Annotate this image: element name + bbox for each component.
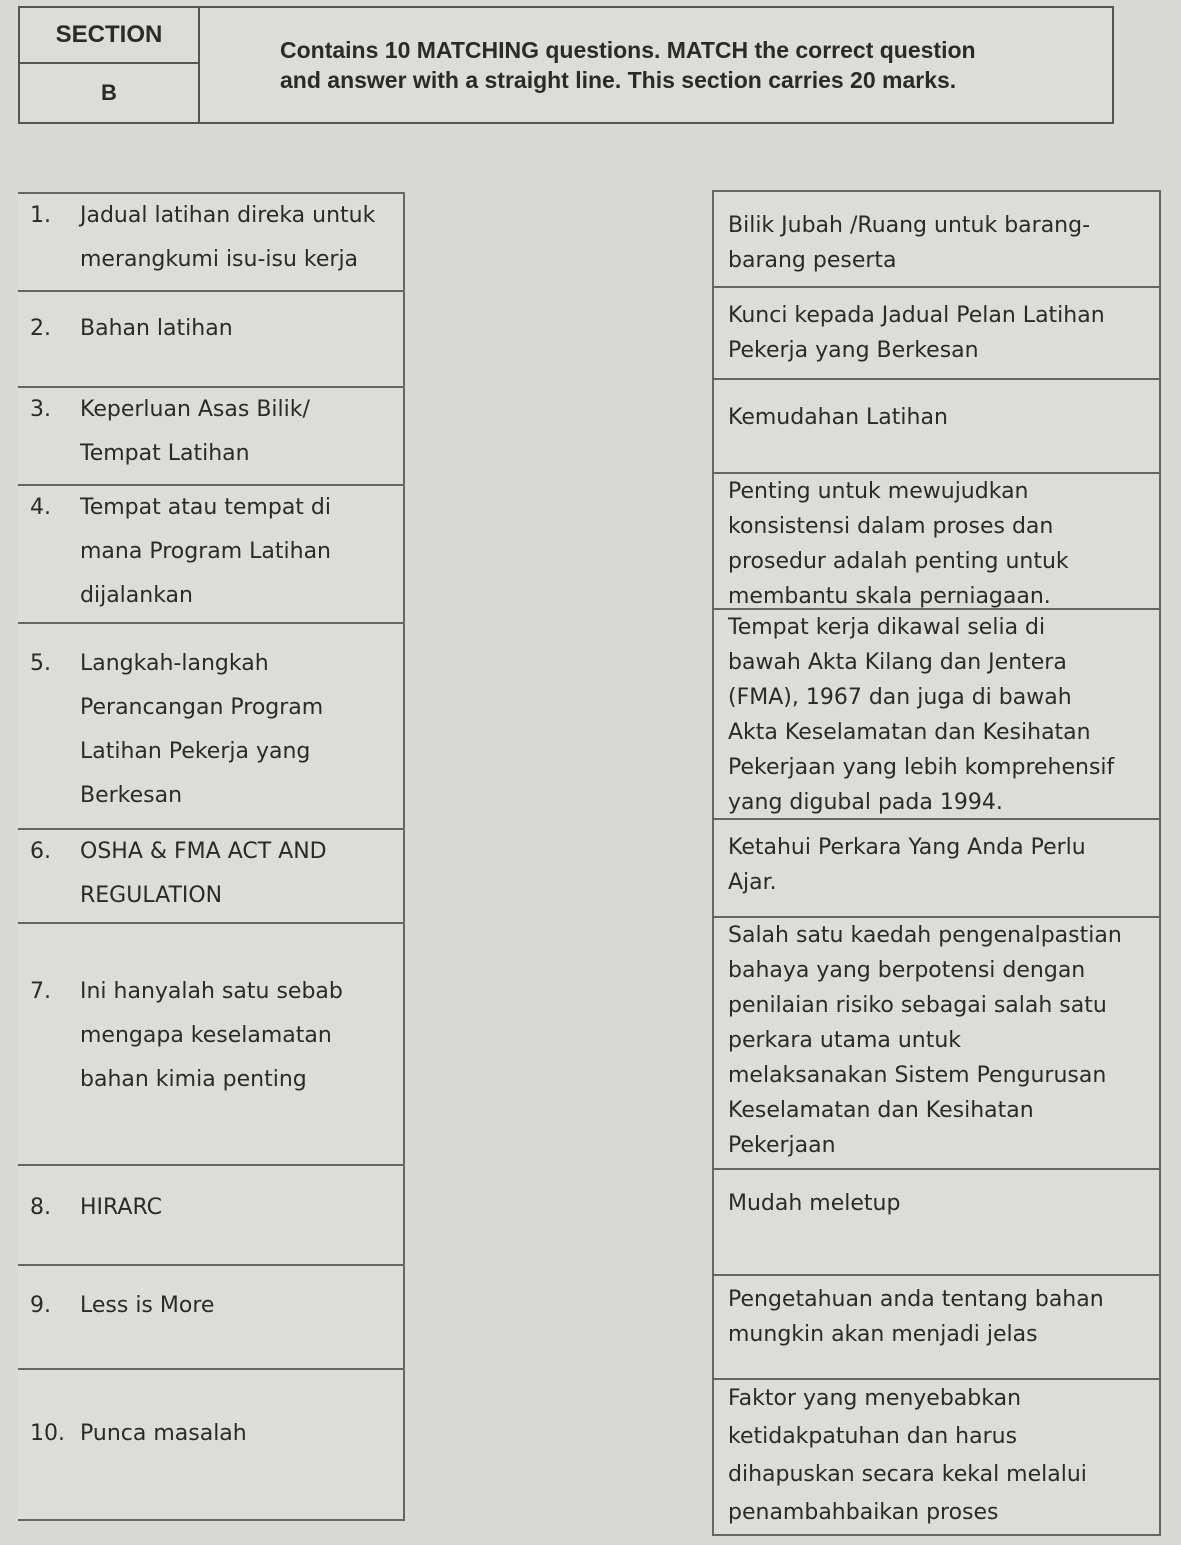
question-number: 4. <box>30 495 51 520</box>
section-instructions <box>200 8 1112 122</box>
question-item[interactable] <box>18 292 403 388</box>
question-text: Punca masalah <box>80 1421 247 1446</box>
question-item[interactable] <box>18 624 403 830</box>
question-text: Tempat atau tempat di mana Program Latihan dijalankan <box>80 495 331 608</box>
question-number: 6. <box>30 839 51 864</box>
question-item[interactable] <box>18 1166 403 1266</box>
question-text: OSHA & FMA ACT AND REGULATION <box>80 839 327 908</box>
question-number: 2. <box>30 316 51 341</box>
answer-item[interactable]: Penting untuk mewujudkan konsistensi dalam proses dan prosedur adalah penting untuk membantu skala perniagaan. <box>714 474 1159 610</box>
answer-item[interactable]: Ketahui Perkara Yang Anda Perlu Ajar. <box>714 820 1159 918</box>
question-text: Bahan latihan <box>80 316 233 341</box>
question-number: 10. <box>30 1421 65 1446</box>
question-number: 7. <box>30 979 51 1004</box>
answer-item[interactable]: Faktor yang menyebabkan ketidakpatuhan dan harus dihapuskan secara kekal melalui penambahbaikan proses <box>728 1386 1087 1525</box>
question-number: 9. <box>30 1293 51 1318</box>
question-text: HIRARC <box>80 1195 163 1220</box>
question-text: Keperluan Asas Bilik/ Tempat Latihan <box>80 397 310 466</box>
question-number: 8. <box>30 1195 51 1220</box>
answer-item[interactable]: Kunci kepada Jadual Pelan Latihan Pekerja yang Berkesan <box>714 288 1159 380</box>
section-header <box>18 6 1114 124</box>
answers-column <box>712 190 1161 1536</box>
section-letter: B <box>20 64 200 122</box>
question-item[interactable] <box>18 486 403 624</box>
answer-item[interactable]: Bilik Jubah /Ruang untuk barang- barang peserta <box>714 192 1159 288</box>
question-number: 5. <box>30 651 51 676</box>
question-text: Jadual latihan direka untuk merangkumi isu-isu kerja <box>80 203 376 272</box>
answer-item[interactable]: Salah satu kaedah pengenalpastian bahaya yang berpotensi dengan penilaian risiko sebagai salah satu perkara utama untuk melaksanakan Sistem Pengurusan Keselamatan dan Kesihatan Pekerjaan <box>714 918 1159 1170</box>
question-text: Ini hanyalah satu sebab mengapa keselamatan bahan kimia penting <box>80 979 343 1092</box>
answer-item[interactable]: Mudah meletup <box>714 1170 1159 1276</box>
question-item[interactable] <box>18 924 403 1166</box>
question-item[interactable] <box>18 830 403 924</box>
question-item[interactable] <box>18 1266 403 1370</box>
question-item[interactable] <box>18 1370 403 1519</box>
question-number: 1. <box>30 203 51 228</box>
section-label: SECTION <box>20 8 200 64</box>
answer-item[interactable]: Kemudahan Latihan <box>714 380 1159 474</box>
answer-item[interactable]: Tempat kerja dikawal selia di bawah Akta Kilang dan Jentera (FMA), 1967 dan juga di bawah Akta Keselamatan dan Kesihatan Pekerjaan yang lebih komprehensif yang digubal pada 1994. <box>714 610 1159 820</box>
instruction-line-1: Contains 10 MATCHING questions. MATCH the correct question <box>280 37 976 63</box>
answer-item[interactable]: Pengetahuan anda tentang bahan mungkin akan menjadi jelas <box>714 1276 1159 1380</box>
question-text: Langkah-langkah Perancangan Program Latihan Pekerja yang Berkesan <box>80 651 324 808</box>
question-text: Less is More <box>80 1293 215 1318</box>
instruction-line-2: and answer with a straight line. This section carries 20 marks. <box>280 67 957 93</box>
question-item[interactable] <box>18 388 403 486</box>
question-number: 3. <box>30 397 51 422</box>
question-item[interactable] <box>18 194 403 292</box>
questions-column <box>18 192 405 1521</box>
